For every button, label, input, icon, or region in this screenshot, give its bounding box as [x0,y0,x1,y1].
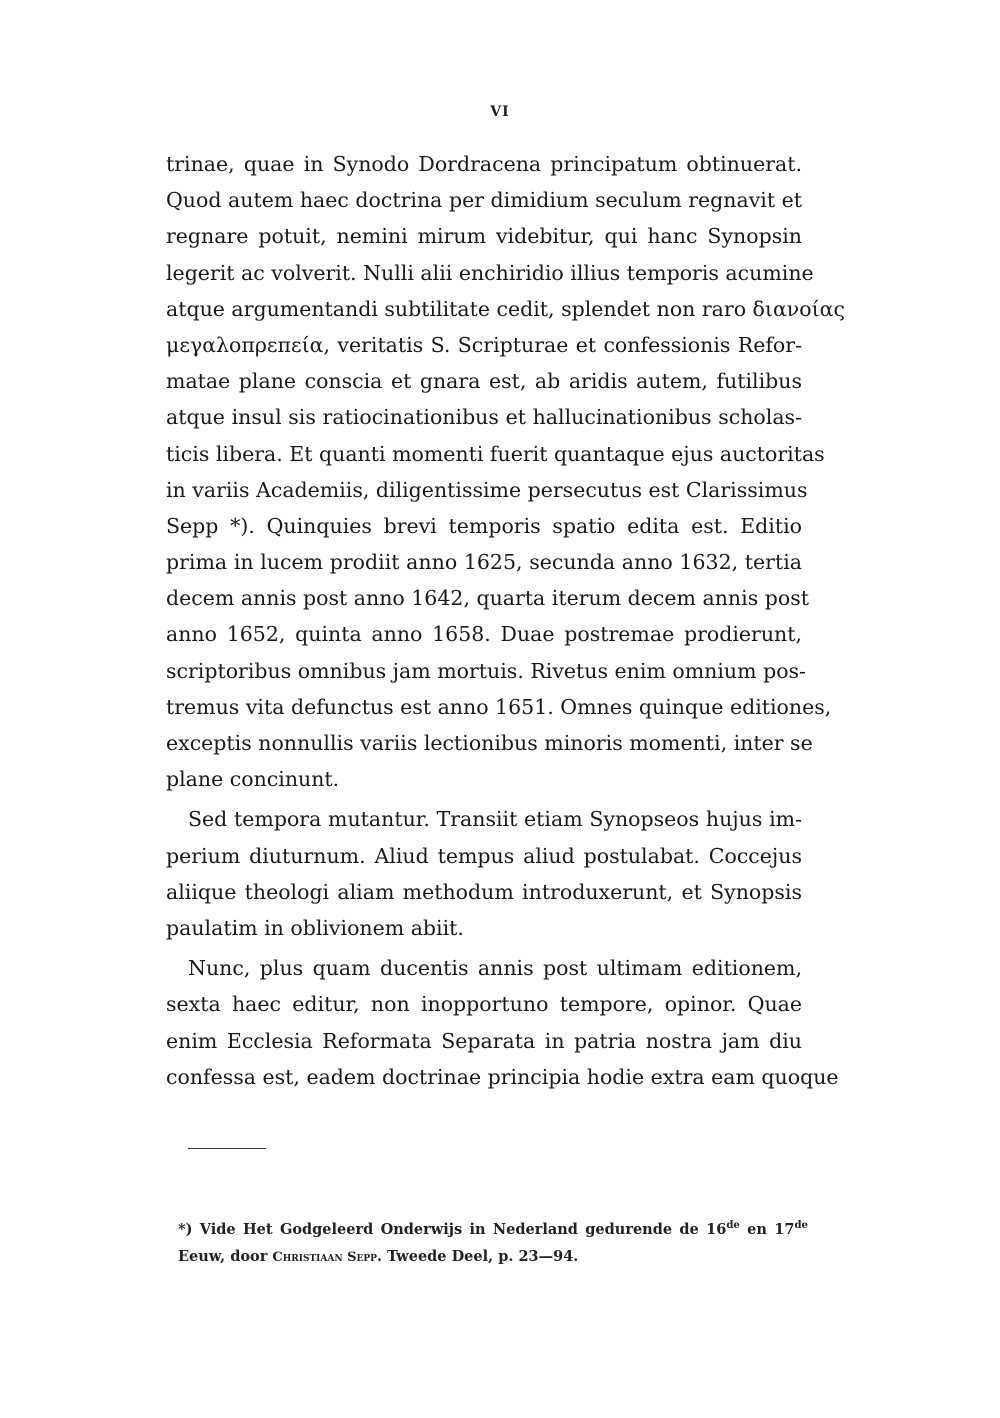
text-line: exceptis nonnullis variis lectionibus minoris momenti, inter se [166,731,813,755]
text-line: anno 1652, quinta anno 1658. Duae postremae prodierunt, [166,622,802,647]
text-line: paulatim in oblivionem abiit. [166,915,464,940]
footnote [178,1212,808,1271]
footnote-text: Eeuw, door [178,1247,273,1265]
text-line: enim Ecclesia Reformata Separata in patria nostra jam diu [166,1028,802,1053]
footnote-text: en 17 [739,1220,795,1238]
text-line: atque argumentandi subtilitate cedit, splendet non raro διανοίας [166,296,845,321]
footnote-line-2 [178,1243,808,1271]
footnote-superscript: de [794,1219,808,1231]
paragraph-3 [166,950,839,1095]
text-line: in variis Academiis, diligentissime persecutus est Clarissimus [166,477,808,502]
text-line: atque insul sis ratiocinationibus et hallucinationibus scholas- [166,405,802,430]
footnote-line-1 [178,1212,808,1243]
text-line: Sepp *). Quinquies brevi temporis spatio edita est. Editio [166,513,802,538]
page-number: VI [490,104,510,120]
main-text [166,146,845,1095]
footnote-separator [188,1148,266,1149]
text-line: regnare potuit, nemini mirum videbitur, qui hanc Synopsin [166,224,802,249]
text-line: Nunc, plus quam ducentis annis post ultimam editionem, [188,956,802,981]
text-line: sexta haec editur, non inopportuno tempore, opinor. Quae [166,992,802,1017]
text-line: confessa est, eadem doctrinae principia hodie extra eam quoque [166,1064,839,1089]
text-line: μεγαλοπρεπεία, veritatis S. Scripturae et confessionis Refor- [166,332,802,357]
text-line: scriptoribus omnibus jam mortuis. Rivetus enim omnium pos- [166,658,806,683]
footnote-text: *) Vide Het Godgeleerd Onderwijs in Nederland gedurende de 16 [178,1220,727,1238]
text-line: legerit ac volverit. Nulli alii enchiridio illius temporis acumine [166,260,814,285]
text-line: aliique theologi aliam methodum introduxerunt, et Synopsis [166,879,802,904]
text-line: Sed tempora mutantur. Transiit etiam Synopseos hujus im- [188,807,802,832]
text-line: prima in lucem prodiit anno 1625, secunda anno 1632, tertia [166,550,802,575]
footnote-author: Christiaan Sepp [272,1249,377,1265]
footnote-superscript: de [726,1219,740,1231]
text-line: tremus vita defunctus est anno 1651. Omnes quinque editiones, [166,694,832,719]
paragraph-1 [166,146,845,797]
text-line: Quod autem haec doctrina per dimidium seculum regnavit et [166,188,802,213]
text-line: matae plane conscia et gnara est, ab aridis autem, futilibus [166,369,802,394]
text-line: plane concinunt. [166,767,340,792]
text-line: perium diuturnum. Aliud tempus aliud postulabat. Coccejus [166,843,802,868]
footnote-text: . Tweede Deel, p. 23—94. [376,1247,579,1265]
paragraph-2 [166,801,802,946]
text-line: decem annis post anno 1642, quarta iterum decem annis post [166,586,809,611]
text-line: trinae, quae in Synodo Dordracena principatum obtinuerat. [166,152,802,176]
text-line: ticis libera. Et quanti momenti fuerit quantaque ejus auctoritas [166,441,825,466]
